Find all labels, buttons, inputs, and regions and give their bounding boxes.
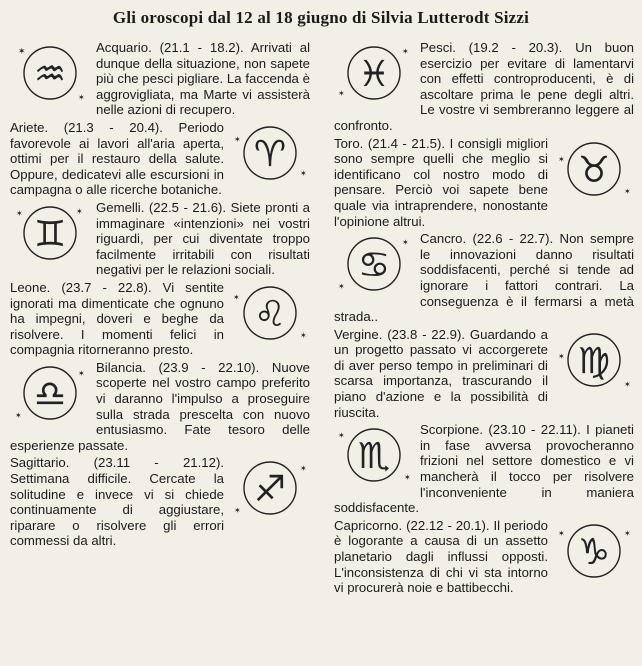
pisces-icon [334,42,414,104]
svg-text:✶: ✶ [624,186,631,196]
horoscope-scorpione: ♏ ✶ ✶ Scorpione. (23.10 - 22.11). I pianeti in fase avversa provocheranno frizioni nel settore domestico e vi mancherà il tocco per risolvere l'inconveniente in maniera soddisfacente. [334,422,634,516]
svg-text:✶: ✶ [558,528,565,538]
taurus-icon [554,138,634,200]
gemini-icon [10,202,90,264]
sign-dates: (19.2 - 20.3). [468,40,563,55]
aries-glyph: ♈ [253,133,287,175]
sign-name: Cancro [420,231,463,247]
sign-name: Toro [334,135,360,151]
svg-text:✶: ✶ [16,208,23,218]
page-title: Gli oroscopi dal 12 al 18 giugno di Silvia Lutterodt Sizzi [112,8,530,27]
svg-text:✶: ✶ [558,351,565,361]
aries-icon [230,122,310,184]
sagittarius-glyph: ♐ [253,469,287,511]
horoscope-ariete: ♈ ✶ ✶ Ariete. (21.3 - 20.4). Periodo favorevole ai lavori all'aria aperta, ottimi per il restauro della salute. Oppure, dedicatevi alle escursioni in campagna o alle ricerche botaniche. [10,120,310,198]
pisces-glyph: ♓ [357,54,391,95]
sign-dates: (23.7 - 22.8). [61,279,152,295]
svg-text:✶: ✶ [300,330,307,340]
libra-glyph: ♎ [33,373,67,415]
left-column [10,40,310,551]
svg-text:✶: ✶ [300,168,307,178]
horoscope-vergine: ♍ ✶ ✶ Vergine. (23.8 - 22.9). Guardando a un progetto passato vi accorgerete di aver perso tempo in preliminari di scarsa importanza, trascurando il piano d'azione e la possibilità di riuscita. [334,327,634,421]
svg-text:✶: ✶ [404,473,411,483]
sign-text: Guardando a un progetto passato vi accorgerete di aver perso tempo in preliminari di scarsa importanza, trascurando il piano d'azione e la possibilità di riuscita. [334,326,548,420]
sign-dates: (22.6 - 22.7). [472,231,554,247]
sign-text: Nuove scoperte nel vostro campo preferito vi daranno l'impulso a proseguire sulla strada prescelta con nuovo entusiasmo. Fate tesoro delle esperienze passate. [10,359,310,453]
svg-text:✶: ✶ [300,464,307,474]
horoscope-toro: ♉ ✶ ✶ Toro. (21.4 - 21.5). I consigli migliori sono sempre quelli che meglio si identificano col nostro modo di pensare. Perciò voi sapete bene quale via intraprendere, nonostante l'opinione altrui. [334,136,634,230]
aquarius-icon [10,42,90,104]
sign-text: Un buon esercizio per evitare di lamentarvi con effetti controproducenti, è di ascoltare prima le pene degli altri. Le vostre vi sembreranno leggere al confronto. [334,40,634,133]
scorpio-icon [334,424,414,486]
horoscope-capricorno: ♑ ✶ ✶ Capricorno. (22.12 - 20.1). Il periodo è logorante a causa di un assetto planetario dagli influssi opposti. L'inconsistenza di chi vi sta intorno vi procurerà noie e battibecchi. [334,518,634,596]
leo-icon [230,282,310,344]
capricorn-glyph: ♑ [577,531,611,573]
svg-text:✶: ✶ [15,410,22,420]
sagittarius-icon [230,457,310,519]
horoscope-sagittario: ♐ ✶ ✶ Sagittario. (23.11 - 21.12). Settimana difficile. Cercate la solitudine e invece vi si chiede continuamente di aggiustare, riparare o risolvere gli errori commessi da altri. [10,455,310,549]
sign-dates: (22.5 - 21.6). [148,199,227,215]
sign-dates: (23.9 - 22.10). [158,359,260,375]
sign-dates: (21.3 - 20.4). [63,119,163,135]
sign-dates: (23.10 - 22.11). [488,422,581,438]
sign-name: Ariete [10,119,45,135]
svg-text:✶: ✶ [78,368,85,378]
svg-text:✶: ✶ [234,506,241,516]
svg-text:✶: ✶ [624,528,631,538]
virgo-icon [554,329,634,391]
right-column [334,40,634,598]
horoscope-bilancia: ♎ ✶ ✶ Bilancia. (23.9 - 22.10). Nuove scoperte nel vostro campo preferito vi daranno l'impulso a proseguire sulla strada prescelta con nuovo entusiasmo. Fate tesoro delle esperienze passate. [10,359,310,453]
horoscope-pesci: ♓ ✶ ✶ Pesci. (19.2 - 20.3). Un buon esercizio per evitare di lamentarvi con effetti controproducenti, è di ascoltare prima le pene degli altri. Le vostre vi sembreranno leggere al confronto. [334,40,634,133]
sign-name: Scorpione [420,422,480,438]
svg-text:✶: ✶ [402,47,409,56]
sign-text: Non sempre le innovazioni danno risultati soddisfacenti, perché si tende ad ignorare i fattori contrari. La conseguenza è il fermarsi a metà strada.. [334,231,635,325]
sign-dates: (21.4 - 21.5). [367,135,446,151]
cancer-glyph: ♋ [357,245,391,287]
sign-dates: (22.12 - 20.1). [406,517,490,533]
svg-text:✶: ✶ [624,379,631,389]
svg-text:✶: ✶ [76,206,83,216]
sign-text: Periodo favorevole ai lavori all'aria aperta, ottimi per il restauro della salute. Oppure, dedicatevi alle escursioni in campagna o alle ricerche botaniche. [10,119,225,198]
sign-dates: (23.11 - 21.12). [93,455,224,471]
horoscope-cancro: ♋ ✶ ✶ Cancro. (22.6 - 22.7). Non sempre le innovazioni danno risultati soddisfacenti, perché si tende ad ignorare i fattori contrari. La conseguenza è il fermarsi a metà strada.. [334,231,635,325]
sign-name: Sagittario [10,455,66,471]
cancer-icon [334,233,414,295]
aquarius-glyph: ♒ [33,54,67,95]
sign-name: Capricorno [334,517,399,533]
horoscope-acquario: ♒ ✶ ✶ Acquario. (21.1 - 18.2). Arrivati al dunque della situazione, non sapete più che pesci pigliare. La faccenda è aggrovigliata, ma Marte vi assisterà nelle azioni di recupero. [10,40,310,118]
virgo-glyph: ♍ [577,340,611,382]
svg-text:✶: ✶ [78,93,85,102]
sign-text: Vi sentite ignorati ma dimenticate che ognuno ha impegni, doveri e beghe da risolvere. I momenti felici in compagnia ritorneranno presto. [10,279,225,358]
svg-text:✶: ✶ [558,154,565,164]
sign-text: Siete pronti a immaginare «intenzioni» nei vostri riguardi, per cui diventate troppo facilmente irritabili con risultati negativi per le relazioni sociali. [96,199,311,278]
sign-text: Settimana difficile. Cercate la solitudine e invece vi si chiede continuamente di aggiustare, riparare o risolvere gli errori commessi da altri. [10,471,224,549]
gemini-glyph: ♊ [33,213,67,255]
horoscope-gemelli: ♊ ✶ ✶ Gemelli. (22.5 - 21.6). Siete pronti a immaginare «intenzioni» nei vostri riguardi, per cui diventate troppo facilmente irritabili con risultati negativi per le relazioni sociali. [10,200,310,278]
sign-name: Acquario [96,40,149,55]
leo-glyph: ♌ [253,293,287,335]
sign-text: I pianeti in fase avversa provocheranno frizioni nel settore domestico e vi mancherà il tocco per risolvere l'inconveniente in maniera soddisfacente. [334,422,634,516]
svg-text:✶: ✶ [338,282,345,292]
sign-dates: (21.1 - 18.2). [159,40,244,55]
svg-text:✶: ✶ [338,89,345,98]
sign-name: Bilancia [96,359,143,375]
svg-text:✶: ✶ [234,134,241,144]
sign-name: Pesci [420,40,453,55]
sign-name: Vergine [334,326,379,342]
sign-name: Leone [10,279,47,295]
taurus-glyph: ♉ [577,149,611,191]
capricorn-icon [554,520,634,582]
svg-text:✶: ✶ [402,238,409,248]
svg-text:✶: ✶ [233,292,240,302]
sign-text: I consigli migliori sono sempre quelli che meglio si identificano col nostro modo di pensare. Perciò voi sapete bene quale via intraprendere, nonostante l'opinione altrui. [334,135,548,229]
libra-icon [10,362,90,424]
scorpio-glyph: ♏ [357,436,391,478]
sign-text: Arrivati al dunque della situazione, non sapete più che pesci pigliare. La faccenda è aggrovigliata, ma Marte vi assisterà nelle azioni di recupero. [96,40,311,118]
svg-text:✶: ✶ [338,431,345,441]
horoscope-leone: ♌ ✶ ✶ Leone. (23.7 - 22.8). Vi sentite ignorati ma dimenticate che ognuno ha impegni, doveri e beghe da risolvere. I momenti felici in compagnia ritorneranno presto. [10,280,310,358]
sign-dates: (23.8 - 22.9). [387,326,466,342]
sign-text: Il periodo è logorante a causa di un assetto planetario dagli influssi opposti. L'inconsistenza di chi vi sta intorno vi procurerà noie e battibecchi. [334,517,548,596]
sign-name: Gemelli [96,199,141,215]
svg-text:✶: ✶ [18,47,26,57]
